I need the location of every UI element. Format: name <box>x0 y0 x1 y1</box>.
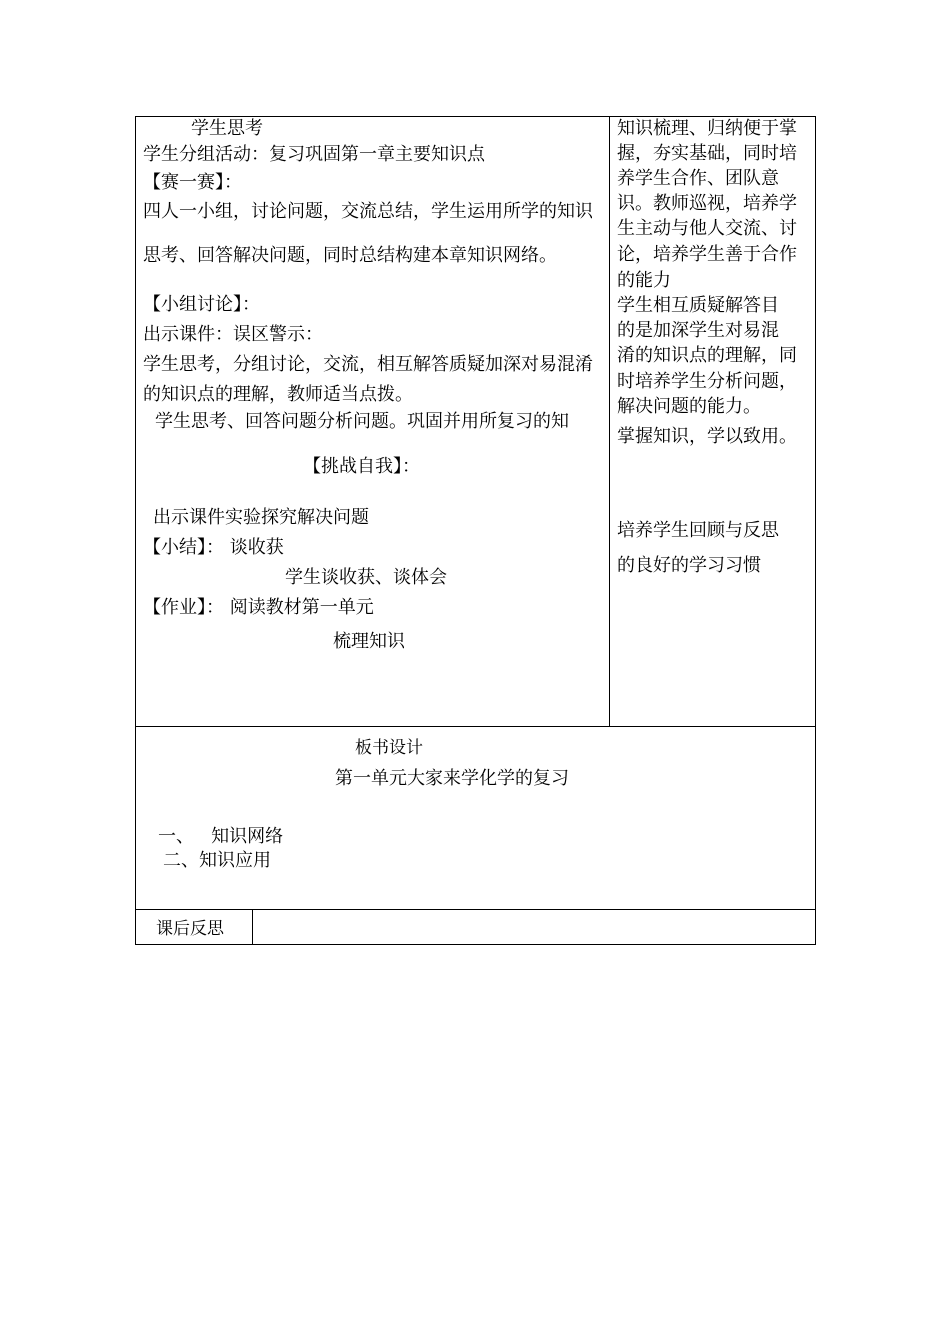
board-heading: 板书设计 <box>355 738 423 758</box>
line-group-discussion-desc: 四人一小组，讨论问题，交流总结，学生运用所学的知识 <box>143 201 593 222</box>
line-student-share: 学生谈收获、谈体会 <box>285 567 447 588</box>
intent-line: 的能力 <box>617 270 671 291</box>
column-divider <box>609 116 610 727</box>
line-summary-heading: 【小结】： 谈收获 <box>143 537 284 558</box>
line-teacher-guidance: 的知识点的理解，教师适当点拨。 <box>143 384 413 405</box>
line-answer-build-network: 思考、回答解决问题，同时总结构建本章知识网络。 <box>143 245 557 266</box>
intent-line: 掌握知识，学以致用。 <box>617 426 797 447</box>
line-analyze-problems: 学生思考、回答问题分析问题。巩固并用所复习的知 <box>155 411 569 432</box>
row-divider-1 <box>135 726 816 727</box>
table-border-left <box>135 116 136 945</box>
reflection-content-cell[interactable] <box>253 910 815 944</box>
table-border-right <box>815 116 816 945</box>
intent-line: 时培养学生分析问题， <box>617 371 797 392</box>
intent-line: 的是加深学生对易混 <box>617 320 779 341</box>
intent-line: 知识梳理、归纳便于掌 <box>617 118 797 139</box>
board-title: 第一单元大家来学化学的复习 <box>335 768 569 789</box>
reflection-label: 课后反思 <box>156 919 224 939</box>
line-homework-heading: 【作业】： 阅读教材第一单元 <box>143 597 374 618</box>
intent-line: 识。教师巡视，培养学 <box>617 193 797 214</box>
intent-line: 解决问题的能力。 <box>617 396 761 417</box>
intent-line: 生主动与他人交流、讨 <box>617 218 797 239</box>
line-sort-knowledge: 梳理知识 <box>333 631 405 652</box>
table-border-bottom <box>135 944 816 945</box>
intent-line: 握，夯实基础，同时培 <box>617 143 797 164</box>
board-item-knowledge-application: 二、知识应用 <box>163 850 271 871</box>
line-challenge-heading: 【挑战自我】： <box>303 456 420 477</box>
line-mutual-answer: 学生思考，分组讨论，交流，相互解答质疑加深对易混淆 <box>143 354 593 375</box>
intent-line: 培养学生回顾与反思 <box>617 520 779 541</box>
board-item-knowledge-network: 一、 知识网络 <box>158 826 284 847</box>
line-competition-heading: 【赛一赛】： <box>143 172 242 193</box>
line-group-discussion-heading: 【小组讨论】： <box>143 294 260 315</box>
table-border-top <box>135 116 816 117</box>
intent-line: 养学生合作、团队意 <box>617 168 779 189</box>
intent-line: 的良好的学习习惯 <box>617 555 761 576</box>
line-courseware-warning: 出示课件：误区警示： <box>143 324 323 345</box>
intent-line: 淆的知识点的理解，同 <box>617 345 797 366</box>
intent-line: 论，培养学生善于合作 <box>617 244 797 265</box>
line-student-thinking: 学生思考 <box>191 118 263 139</box>
line-experiment-explore: 出示课件实验探究解决问题 <box>153 507 369 528</box>
line-group-activity: 学生分组活动：复习巩固第一章主要知识点 <box>143 144 485 165</box>
intent-line: 学生相互质疑解答目 <box>617 295 779 316</box>
